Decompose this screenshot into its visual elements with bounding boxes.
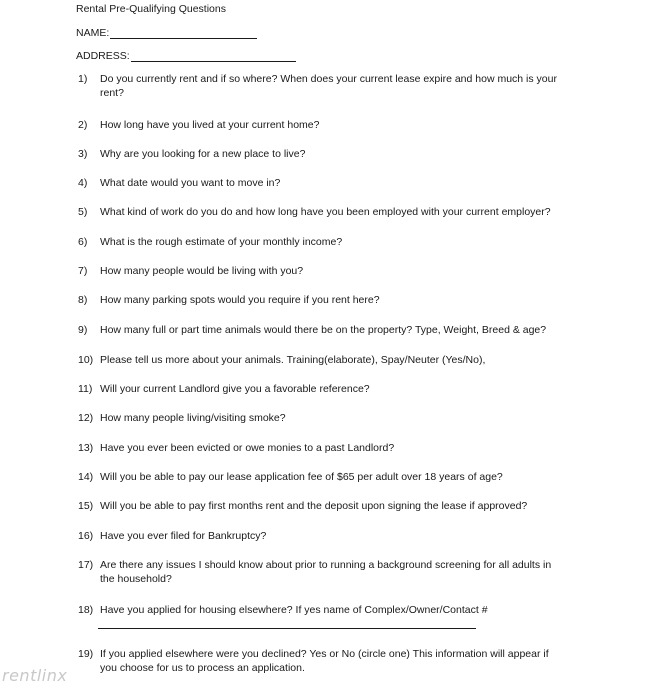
question-number: 5) <box>78 206 88 218</box>
question-number: 13) <box>78 442 94 454</box>
question-number: 8) <box>78 294 88 306</box>
question-12 <box>78 411 568 425</box>
name-field <box>76 27 257 39</box>
question-text: What is the rough estimate of your monthly income? <box>100 236 343 248</box>
question-text: What date would you want to move in? <box>100 177 281 189</box>
question-18 <box>78 603 568 617</box>
question-number: 2) <box>78 119 88 131</box>
question-number: 3) <box>78 148 88 160</box>
rentlinx-watermark: rentlinx <box>2 666 68 685</box>
question-3 <box>78 147 568 161</box>
question-7 <box>78 264 568 278</box>
question-text: How long have you lived at your current home? <box>100 119 320 131</box>
question-text: Have you applied for housing elsewhere? If yes name of Complex/Owner/Contact # <box>100 604 488 616</box>
question-text: Have you ever filed for Bankruptcy? <box>100 530 267 542</box>
question-text: Will your current Landlord give you a favorable reference? <box>100 383 370 395</box>
answer-underline <box>98 628 476 629</box>
question-number: 12) <box>78 412 94 424</box>
question-text: If you applied elsewhere were you declined? Yes or No (circle one) This information will appear if you choose for us to process an application. <box>100 648 549 674</box>
question-text: Will you be able to pay our lease application fee of $65 per adult over 18 years of age? <box>100 471 503 483</box>
question-number: 7) <box>78 265 88 277</box>
question-number: 17) <box>78 559 94 571</box>
question-number: 18) <box>78 604 94 616</box>
question-9 <box>78 323 568 337</box>
name-label: NAME: <box>76 27 110 39</box>
question-15 <box>78 499 568 513</box>
question-number: 1) <box>78 73 88 85</box>
question-17 <box>78 558 568 586</box>
question-text: Will you be able to pay first months rent and the deposit upon signing the lease if approved? <box>100 500 528 512</box>
question-number: 11) <box>78 383 93 395</box>
question-11 <box>78 382 568 396</box>
question-6 <box>78 235 568 249</box>
question-number: 9) <box>78 324 88 336</box>
document-title: Rental Pre-Qualifying Questions <box>76 3 226 15</box>
question-2 <box>78 118 568 132</box>
question-16 <box>78 529 568 543</box>
question-text: Have you ever been evicted or owe monies to a past Landlord? <box>100 442 395 454</box>
question-text: Why are you looking for a new place to live? <box>100 148 306 160</box>
question-text: Please tell us more about your animals. Training(elaborate), Spay/Neuter (Yes/No), <box>100 354 486 366</box>
question-text: Are there any issues I should know about prior to running a background screening for all adults in the household? <box>100 559 552 585</box>
question-number: 16) <box>78 530 94 542</box>
question-text: Do you currently rent and if so where? When does your current lease expire and how much is your rent? <box>100 73 557 99</box>
question-13 <box>78 441 568 455</box>
question-4 <box>78 176 568 190</box>
question-text: How many parking spots would you require if you rent here? <box>100 294 380 306</box>
question-text: How many people living/visiting smoke? <box>100 412 286 424</box>
question-text: How many people would be living with you? <box>100 265 304 277</box>
question-number: 19) <box>78 648 94 660</box>
question-10 <box>78 353 568 367</box>
address-field <box>76 50 296 62</box>
name-underline <box>110 29 257 39</box>
question-1 <box>78 72 568 100</box>
question-text: What kind of work do you do and how long have you been employed with your current employer? <box>100 206 551 218</box>
question-8 <box>78 293 568 307</box>
question-number: 6) <box>78 236 88 248</box>
question-14 <box>78 470 568 484</box>
address-underline <box>131 52 296 62</box>
question-number: 14) <box>78 471 94 483</box>
question-number: 15) <box>78 500 94 512</box>
question-text: How many full or part time animals would there be on the property? Type, Weight, Breed & age? <box>100 324 547 336</box>
address-label: ADDRESS: <box>76 50 130 62</box>
question-number: 4) <box>78 177 88 189</box>
question-5 <box>78 205 568 219</box>
question-number: 10) <box>78 354 94 366</box>
question-19 <box>78 647 568 675</box>
